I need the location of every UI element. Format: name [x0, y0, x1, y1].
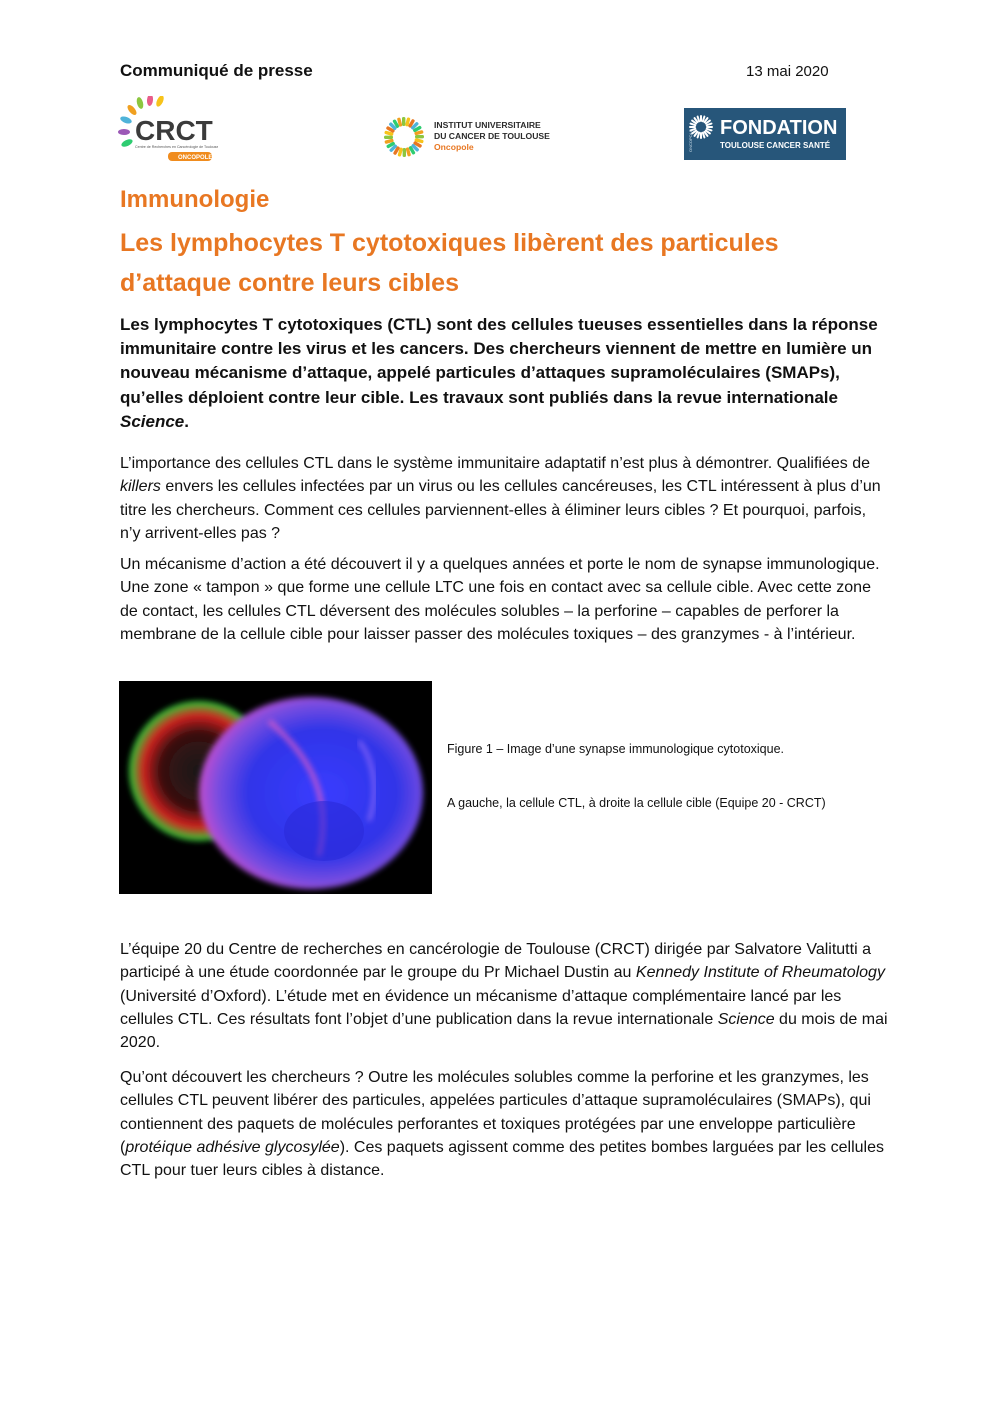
- page-title: Les lymphocytes T cytotoxiques libèrent des particules d’attaque contre leurs cibles: [120, 229, 779, 297]
- paragraph-3: [120, 938, 890, 1054]
- lead-paragraph: [120, 313, 890, 434]
- iuct-logo-line3: Oncopole: [434, 142, 474, 152]
- crct-logo-tagline: Centre de Recherches en Cancérologie de Toulouse: [135, 145, 218, 149]
- paragraph-3-text-b: (Université d’Oxford). L’étude met en évidence un mécanisme d’attaque complémentaire lancé par les cellules CTL. Ces résultats font l’objet d’une publication dans la revue internationale: [120, 987, 842, 1028]
- paragraph-3-italic-2: Science: [717, 1010, 775, 1028]
- paragraph-4: [120, 1066, 890, 1182]
- fondation-logo-subtitle: TOULOUSE CANCER SANTÉ: [720, 141, 831, 150]
- iuct-logo-line2: DU CANCER DE TOULOUSE: [434, 131, 550, 141]
- paragraph-2: [120, 553, 890, 646]
- paragraph-1-text-a: L’importance des cellules CTL dans le système immunitaire adaptatif n’est plus à démontrer. Qualifiées de: [120, 455, 871, 472]
- iuct-ray: [402, 117, 405, 126]
- figure-caption-title: Figure 1 – Image d’une synapse immunologique cytotoxique.: [447, 742, 785, 756]
- paragraph-3-text-c: du mois de mai 2020.: [120, 1010, 888, 1052]
- target-cell: [199, 697, 423, 889]
- synapse-figure-image: [119, 681, 432, 894]
- fondation-logo-side: ONCOPOLE: [688, 129, 693, 152]
- fondation-ray: [706, 126, 713, 128]
- crct-logo-text: CRCT: [135, 115, 213, 146]
- paragraph-4-text-b: ). Ces paquets agissent comme des petites bombes larguées par les cellules CTL pour tuer leurs cibles à distance.: [120, 1138, 884, 1180]
- iuct-ray: [415, 135, 424, 138]
- iuct-logo-line1: INSTITUT UNIVERSITAIRE: [434, 120, 541, 130]
- header-label: Communiqué de presse: [120, 61, 313, 80]
- iuct-ray: [384, 136, 393, 139]
- lead-italic: Science: [120, 411, 185, 431]
- iuct-logo: [380, 112, 560, 162]
- paragraph-1: [120, 452, 890, 545]
- fondation-ray: [700, 132, 702, 139]
- crct-logo: [118, 96, 218, 162]
- fondation-logo: [684, 108, 846, 160]
- paragraph-1-italic: killers: [120, 478, 161, 496]
- paragraph-2-text: Un mécanisme d’action a été découvert il y a quelques années et porte le nom de synapse immunologique. Une zone « tampon » que forme une cellule LTC une fois en contact avec sa cellule cible. Avec cette zone de contact, les cellules CTL déversent des molécules solubles – la perforine – capables de perforer la membrane de la cellule cible pour laisser passer des molécules toxiques – des granzymes - à l’intérieur.: [120, 556, 880, 643]
- iuct-ray: [403, 148, 406, 157]
- iuct-logo-sunburst: [384, 117, 424, 157]
- figure-caption-detail: A gauche, la cellule CTL, à droite la cellule cible (Equipe 20 - CRCT): [447, 796, 826, 810]
- header-date: 13 mai 2020: [746, 63, 829, 80]
- paragraph-3-italic-1: Kennedy Institute of Rheumatology: [635, 964, 885, 982]
- fondation-ray: [689, 126, 696, 128]
- paragraph-3-text-a: L’équipe 20 du Centre de recherches en cancérologie de Toulouse (CRCT) dirigée par Salvatore Valitutti a participé à une étude coordonnée par le groupe du Pr Michael Dustin au: [120, 941, 871, 982]
- lead-text: Les lymphocytes T cytotoxiques (CTL) sont des cellules tueuses essentielles dans la réponse immunitaire contre les virus et les cancers. Des chercheurs viennent de mettre en lumière un nouveau mécanisme d’attaque, appelé particules d’attaques supramoléculaires (SMAPs), qu’elles déploient contre leur cible. Les travaux sont publiés dans la revue internationale: [120, 315, 878, 407]
- section-heading: Immunologie: [120, 186, 270, 213]
- paragraph-4-text-a: Qu’ont découvert les chercheurs ? Outre les molécules solubles comme la perforine et les granzymes, les cellules CTL peuvent libérer des particules, appelées particules d’attaque supramoléculaires (SMAPs), qui contiennent des paquets de molécules perforantes et toxiques protégées par une enveloppe particulière (: [120, 1069, 871, 1156]
- lead-end: .: [184, 411, 189, 431]
- fondation-ray: [700, 115, 702, 122]
- paragraph-1-text-b: envers les cellules infectées par un virus ou les cellules cancéreuses, les CTL intéressent à plus d’un titre les chercheurs. Comment ces cellules parviennent-elles à éliminer leurs cibles ? Et pourquoi, parfois, n’y arrivent-elles pas ?: [120, 478, 881, 542]
- fondation-logo-name: FONDATION: [720, 117, 838, 139]
- paragraph-4-italic: protéique adhésive glycosylée: [125, 1138, 340, 1156]
- crct-logo-badge: ONCOPOLE: [178, 155, 213, 161]
